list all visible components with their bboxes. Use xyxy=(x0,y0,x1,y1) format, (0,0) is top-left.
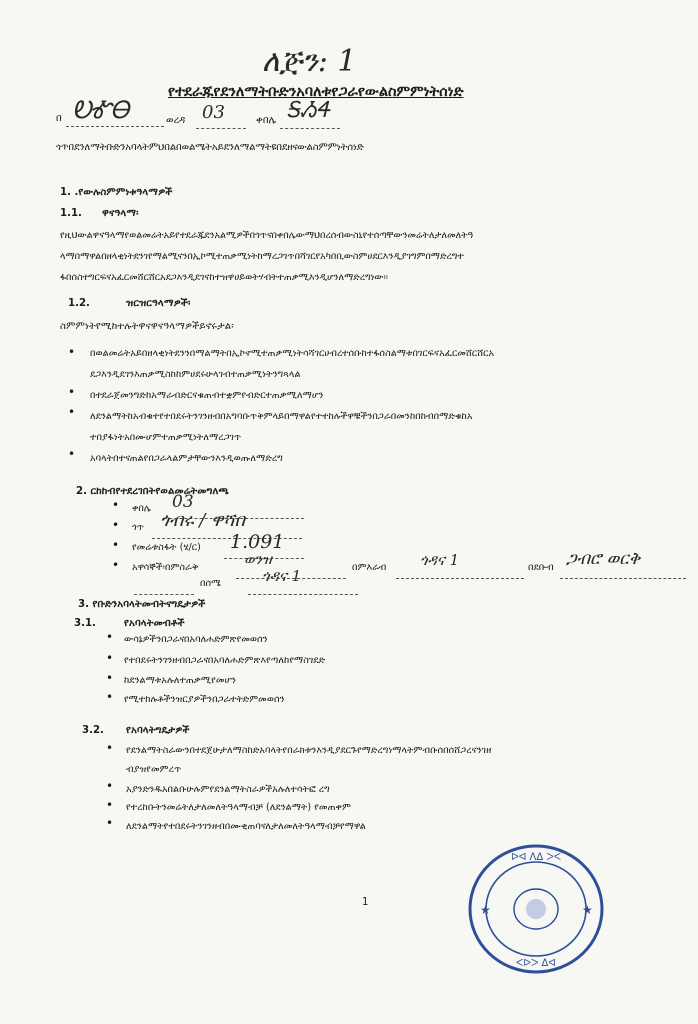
list-item: የሚተከሉቶችንዝርያዎችንበጋራተትድምመወሰን xyxy=(124,694,285,705)
south-label: በሰሜ xyxy=(200,578,221,589)
bullet-dot: • xyxy=(106,671,114,685)
south-value: ጎዳና 1 xyxy=(262,567,302,585)
list-item: የተረከቡትንመሬትለታለመለትዓላማብቻ (ለደንልማት) የመጠቀም xyxy=(126,802,351,813)
list-item: ከደንልማቱአሉለተጠቃሚየመሆን xyxy=(124,675,237,686)
page-number: 1 xyxy=(362,897,369,908)
field-value: 1.091 xyxy=(230,531,285,553)
svg-text:ᐅᐊ ᐱᐃ ᐳᐸ: ᐅᐊ ᐱᐃ ᐳᐸ xyxy=(511,852,561,863)
bullet-dot: • xyxy=(106,651,114,665)
section1-1-number: 1.1. xyxy=(60,208,82,219)
field-value: 03 xyxy=(172,492,194,512)
section3-1-number: 3.1. xyxy=(74,618,96,629)
field-label: የመሬቱስፋት (ሄ/ር) xyxy=(132,542,201,553)
paragraph-line: የዚህውልዋናዓላማየወልመሬትአይየተደራጁደንአልሚዎችበጎጥናበቀበሌውማህበረሰብውስኒየተሰጣቸውንመሬትለታለመለትዓ xyxy=(60,230,474,241)
field-label: ቀበሌ xyxy=(132,503,152,514)
intro-prefix: በ xyxy=(56,113,62,124)
field-label: ጎጥ xyxy=(132,522,145,533)
fill-line xyxy=(134,580,194,595)
field-value: ወንዝ xyxy=(244,552,272,568)
bullet-dot: • xyxy=(68,447,76,461)
field-value: ጎብሩ / ዋሻበ xyxy=(160,510,245,531)
bullet-dot: • xyxy=(106,816,114,830)
list-item: በወልመሬትአይበዘላቂነትደንንበማልማትበኢኮኖሚተጠቃሚነትሳሻገርሀብረተሰቡከተፋሰስልማቱበገርፍናአፈርመሸርሸርአ xyxy=(90,348,495,359)
svg-text:★: ★ xyxy=(582,903,593,917)
list-item: ተበያፋነትአበሙሆምተጠቃሚነትለማረጋገጥ xyxy=(90,432,242,443)
list-item: በተደራጀመንግድከአማራብድርናቁጠብተቋምየብድርተጠቃሚለማሆን xyxy=(90,390,324,401)
kebele-label: ቀበሌ xyxy=(256,115,277,126)
paragraph-line: ላማበማዋልበዘላቂነትደንገየማልሚናንበኢኮሚተጠቃሚነትከማረጋገጥበሻገርየአካበቢውስምሀደርእንዲያገግምበማድረግተ xyxy=(60,251,464,262)
bullet-dot: • xyxy=(106,690,114,704)
fill-line xyxy=(396,564,524,579)
list-item: ደጋእንዲደገንእጠቃሚስከከምሀደሩሁላገብተጠቃሚነትንግጻላል xyxy=(90,369,301,380)
section3-1-title: የአባላትመብቶች xyxy=(124,618,185,629)
section1-2-number: 1.2. xyxy=(68,298,90,309)
district-label: ወረዳ xyxy=(166,115,186,126)
page-marker: ለጅን: 1 xyxy=(262,44,357,79)
list-item: አያንድንዱአበልቡሁሉምየደንልማትስራዎችአሉለተሳትፎ ረግ xyxy=(126,784,330,795)
document-title: የተደራጁየደንለማትቡድንአባለቱየጋራየውልስምምነትሰነድ xyxy=(168,84,464,100)
district-value: 03 xyxy=(202,102,225,123)
bullet-dot: • xyxy=(68,345,76,359)
field-label: አዋሳኞች፡በምስራቅ xyxy=(132,562,199,573)
paragraph-line: ፋበሰስተግርፍናአፈርመሸርሸርአደጋእንዲደገናከተዝዋሀይወትሃብትተጠቃሚእንዲሆንለማድረግነው፡፡ xyxy=(60,272,388,283)
bullet-dot: • xyxy=(106,630,114,644)
bullet-dot: • xyxy=(112,498,120,512)
fill-line xyxy=(66,112,164,127)
section1-2-intro: ስምምነትየሚከተሉትዋናዋናዓላማዎችይኖሩታል፡ xyxy=(60,321,234,332)
fill-line xyxy=(196,114,246,129)
section1-2-title: ዝርዝርዓላማዎች፡ xyxy=(126,298,191,309)
section3-2-title: የአባላትግዴታዎች xyxy=(126,725,190,736)
bullet-dot: • xyxy=(112,518,120,532)
svg-text:ᐸᐅᐳ ᐃᐊ: ᐸᐅᐳ ᐃᐊ xyxy=(516,958,556,969)
kebele-value: ᎦᏱᏎ xyxy=(286,98,330,123)
svg-text:★: ★ xyxy=(480,903,491,917)
list-item: ለደንልማትከአብቁተየተበደሩትንገንዘብበአግባቡጥቅምላይበማዋልየተተከሉችዋቹችንበጋራበመንከበከብበማድቁከአ xyxy=(90,411,473,422)
list-item: ብያዝየመምረጥ xyxy=(126,764,182,775)
bullet-dot: • xyxy=(68,405,76,419)
bullet-dot: • xyxy=(112,538,120,552)
section3-2-number: 3.2. xyxy=(82,725,104,736)
fill-line xyxy=(248,580,358,595)
north-label: በደቡብ xyxy=(528,562,554,573)
list-item: ለደንልማትየተበደሩትንገንዘብበሙቂጠባናለታለመለትዓላማብቻየማዋል xyxy=(126,821,366,832)
bullet-dot: • xyxy=(112,558,120,572)
bullet-dot: • xyxy=(106,741,114,755)
official-stamp xyxy=(466,842,606,977)
bullet-dot: • xyxy=(68,385,76,399)
west-label: በምእራብ xyxy=(352,562,387,573)
fill-line xyxy=(280,114,340,129)
section1-1-title: ዋናዓላማ፡ xyxy=(102,208,139,219)
list-item: የደንልማትስራውንበተደጀሁታለማስከድአባላትየበራክቱንእንዲያደርጉየማድረግነማላትምብቡሰበሰሸጋረናንገዘ xyxy=(126,745,492,756)
handwritten-scrawl: ᎧᎹᎾ xyxy=(72,96,129,124)
list-item: አባላትበተናጠልየበጋራላልምታቸውንእንዲወጡለማድረግ xyxy=(90,453,283,464)
north-value: ጋብሮ ወርቅ xyxy=(566,549,641,569)
list-item: የተበደሩትንገንዘብበጋራናበአባለሐድምጽእየጣለከየማስገደድ xyxy=(124,655,326,666)
list-item: ውሳኔዎችንበጋራናበአባለሐድምጽየመወሰን xyxy=(124,634,268,645)
section3-heading: 3. የቡድንአባላትመብትናግዴታዎች xyxy=(78,599,206,610)
section2-heading: 2. ርከከብየተደረገበትየወልመሬትመግለጫ xyxy=(76,486,230,497)
bullet-dot: • xyxy=(106,779,114,793)
bullet-dot: • xyxy=(106,798,114,812)
fill-line xyxy=(560,564,686,579)
west-value: ጎዳና 1 xyxy=(420,551,460,569)
section1-heading: 1. .የውሉስምምነቱዓላማዎች xyxy=(60,187,173,198)
intro-line: ጎጥበደንለማትቡድንአባላትምህበልበወልሜትአይደንለማልማትዩበደዘናውልስምምነትሰነድ xyxy=(56,142,364,153)
